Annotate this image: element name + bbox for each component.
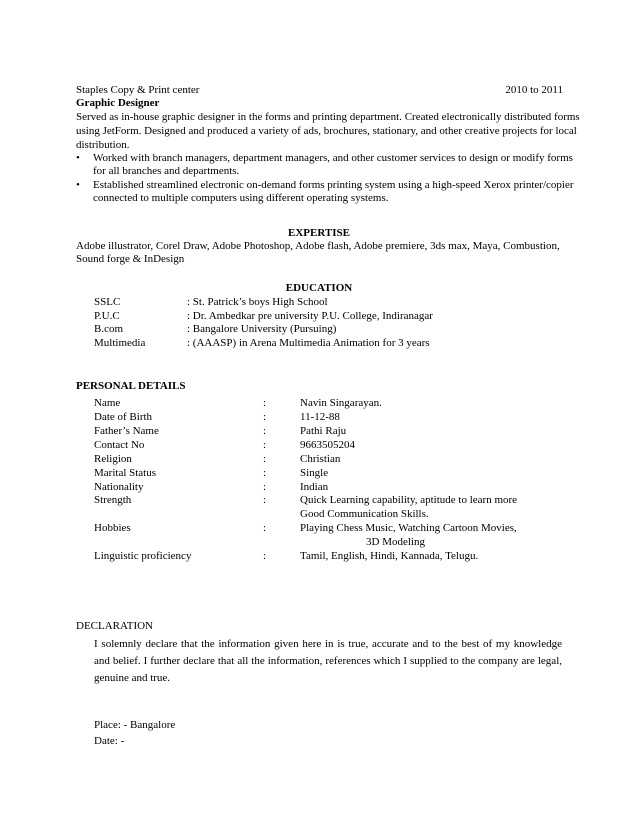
education-label: SSLC — [94, 296, 121, 308]
bullet-line: for all branches and departments. — [93, 165, 240, 177]
declaration-place: Place: - Bangalore — [94, 719, 176, 731]
job-desc-line: Served as in-house graphic designer in the forms and printing department. Created electronically distributed forms — [76, 111, 580, 123]
personal-value: Playing Chess Music, Watching Cartoon Movies, — [300, 522, 517, 534]
personal-label: Father’s Name — [94, 425, 159, 437]
personal-label: Name — [94, 397, 121, 409]
personal-colon: : — [263, 522, 267, 534]
personal-value-continued: Good Communication Skills. — [300, 508, 429, 520]
personal-value-continued: 3D Modeling — [366, 536, 425, 548]
personal-label: Nationality — [94, 481, 144, 493]
bullet-line: connected to multiple computers using different operating systems. — [93, 192, 389, 204]
personal-colon: : — [263, 550, 267, 562]
job-desc-line: using JetForm. Designed and produced a variety of ads, brochures, stationary, and other creative projects for local — [76, 125, 577, 137]
job-title: Graphic Designer — [76, 97, 160, 109]
personal-label: Hobbies — [94, 522, 131, 534]
personal-colon: : — [263, 467, 267, 479]
bullet-icon: • — [76, 179, 80, 191]
personal-label: Marital Status — [94, 467, 157, 479]
personal-value: Indian — [300, 481, 329, 493]
expertise-line: Adobe illustrator, Corel Draw, Adobe Photoshop, Adobe flash, Adobe premiere, 3ds max, Maya, Combustion, — [76, 240, 560, 252]
personal-value: Quick Learning capability, aptitude to learn more — [300, 494, 518, 506]
personal-colon: : — [263, 494, 267, 506]
personal-colon: : — [263, 425, 267, 437]
personal-label: Contact No — [94, 439, 145, 451]
personal-value: Single — [300, 467, 329, 479]
personal-label: Strength — [94, 494, 132, 506]
education-label: B.com — [94, 323, 124, 335]
education-label: P.U.C — [94, 310, 120, 322]
personal-colon: : — [263, 397, 267, 409]
education-heading: EDUCATION — [285, 282, 353, 294]
personal-value: Tamil, English, Hindi, Kannada, Telugu. — [300, 550, 479, 562]
education-value: : St. Patrick’s boys High School — [187, 296, 328, 308]
personal-value: 9663505204 — [300, 439, 355, 451]
personal-colon: : — [263, 453, 267, 465]
education-value: : Dr. Ambedkar pre university P.U. College, Indiranagar — [187, 310, 433, 322]
education-value: : (AAASP) in Arena Multimedia Animation for 3 years — [187, 337, 430, 349]
bullet-icon: • — [76, 152, 80, 164]
personal-value: Navin Singarayan. — [300, 397, 382, 409]
education-label: Multimedia — [94, 337, 146, 349]
company-name: Staples Copy & Print center — [76, 84, 200, 96]
personal-colon: : — [263, 411, 267, 423]
personal-value: Christian — [300, 453, 341, 465]
education-value: : Bangalore University (Pursuing) — [187, 323, 337, 335]
personal-colon: : — [263, 481, 267, 493]
expertise-line: Sound forge & InDesign — [76, 253, 185, 265]
bullet-line: Established streamlined electronic on-demand forms printing system using a high-speed Xerox printer/copier — [93, 179, 574, 191]
personal-label: Date of Birth — [94, 411, 153, 423]
personal-value: 11-12-88 — [300, 411, 340, 423]
personal-colon: : — [263, 439, 267, 451]
declaration-date: Date: - — [94, 735, 125, 747]
personal-label: Linguistic proficiency — [94, 550, 192, 562]
job-dates: 2010 to 2011 — [505, 84, 563, 96]
personal-label: Religion — [94, 453, 132, 465]
personal-details-heading: PERSONAL DETAILS — [76, 380, 186, 392]
expertise-heading: EXPERTISE — [288, 227, 350, 239]
declaration-heading: DECLARATION — [76, 620, 153, 632]
personal-value: Pathi Raju — [300, 425, 347, 437]
declaration-text: I solemnly declare that the information given here in is true, accurate and to the best of my knowledge and belief. I further declare that all the information, references which I supplied to the company are legal, genuine and true. — [94, 638, 562, 684]
job-desc-line: distribution. — [76, 139, 130, 151]
bullet-line: Worked with branch managers, department managers, and other customer services to design or modify forms — [93, 152, 573, 164]
